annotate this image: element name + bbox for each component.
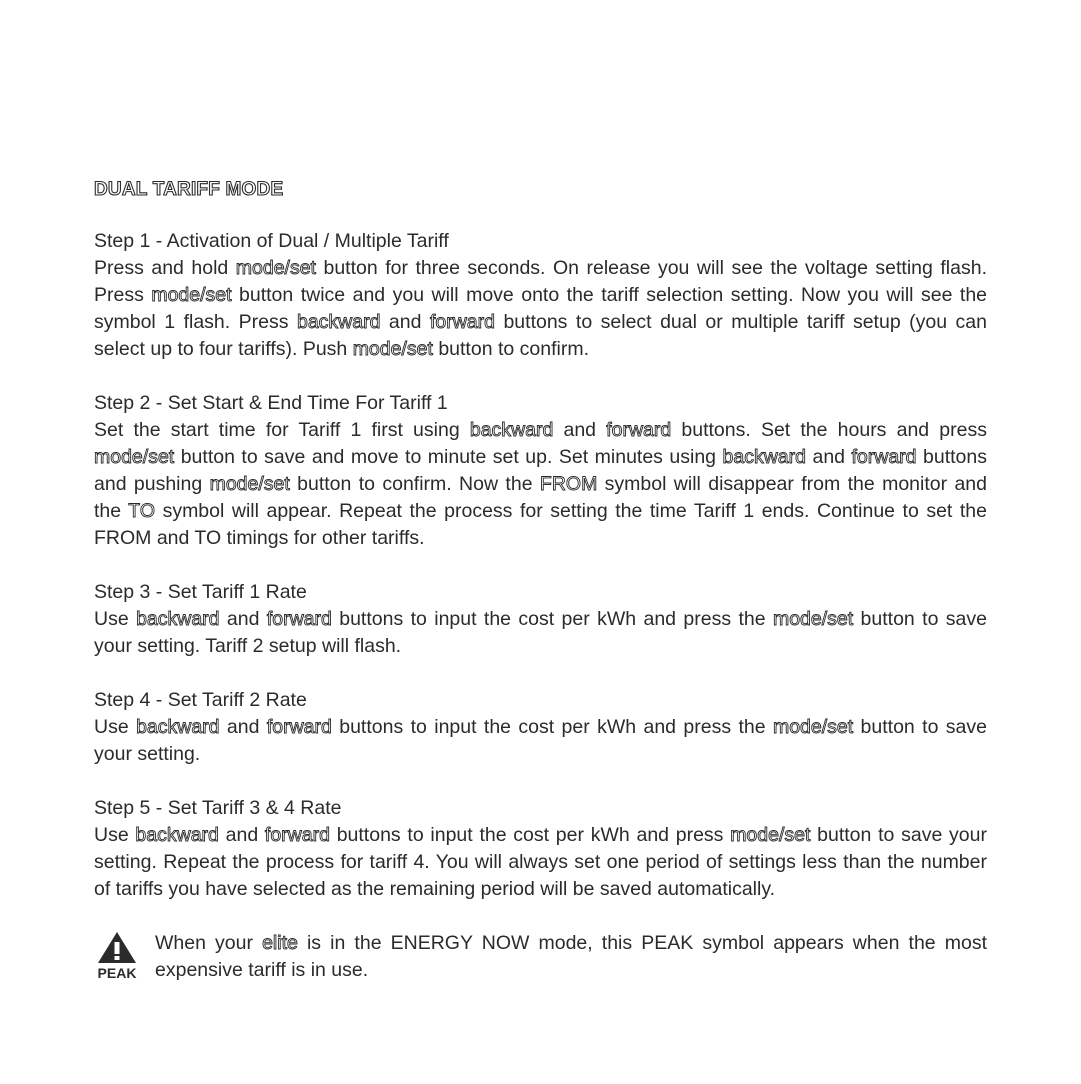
text-segment: button for three seconds. On release you will see the voltage setting flash. Press xyxy=(94,257,987,306)
button-keyword: mode/set xyxy=(209,473,290,495)
step-heading: Step 5 - Set Tariff 3 & 4 Rate xyxy=(94,797,342,819)
text-segment: Use xyxy=(94,716,137,738)
button-keyword: backward xyxy=(135,824,219,846)
text-segment: and xyxy=(219,716,267,738)
button-keyword: mode/set xyxy=(772,608,854,630)
text-segment: button to save your setting. Repeat the process for tariff 4. You will always set one period of settings less than the number of tariffs you have selected as the remaining period will be saved automatically. xyxy=(94,824,987,900)
step-3 xyxy=(94,579,987,660)
peak-icon-label: PEAK xyxy=(97,965,137,980)
text-segment: buttons to input the cost per kWh and press the xyxy=(331,716,773,738)
text-segment: and xyxy=(380,311,430,333)
text-segment: buttons to select dual or multiple tariff setup (you can select up to four tariffs). Push xyxy=(94,311,987,360)
button-keyword: mode/set xyxy=(772,716,854,738)
text-segment: button to save and move to minute set up. Set minutes using xyxy=(174,446,723,468)
text-segment: and xyxy=(218,824,265,846)
step-heading: Step 2 - Set Start & End Time For Tariff 1 xyxy=(94,392,448,414)
button-keyword: backward xyxy=(136,608,220,630)
step-body xyxy=(94,822,987,903)
text-segment: button to save your setting. xyxy=(94,716,987,765)
text-segment: Press and hold xyxy=(94,257,236,279)
step-body xyxy=(94,714,987,768)
button-keyword: backward xyxy=(136,716,220,738)
text-segment: is in the ENERGY NOW mode, this PEAK symbol appears when the most expensive tariff is in use. xyxy=(155,932,987,981)
text-segment: Use xyxy=(94,824,136,846)
text-segment: button to confirm. Now the xyxy=(289,473,540,495)
button-keyword: mode/set xyxy=(235,257,316,279)
text-segment: buttons to input the cost per kWh and press xyxy=(329,824,731,846)
button-keyword: mode/set xyxy=(94,446,175,468)
step-body xyxy=(94,255,987,363)
text-segment: symbol will appear. Repeat the process for setting the time Tariff 1 ends. Continue to set the FROM and TO timings for other tariffs. xyxy=(94,500,987,549)
steps-list xyxy=(94,228,987,903)
text-segment: Use xyxy=(94,608,137,630)
text-segment: symbol will disappear from the monitor and the xyxy=(94,473,987,522)
button-keyword: FROM xyxy=(539,473,598,495)
text-segment: and xyxy=(553,419,607,441)
step-heading: Step 4 - Set Tariff 2 Rate xyxy=(94,689,307,711)
step-4 xyxy=(94,687,987,768)
text-segment: When your xyxy=(155,932,263,954)
button-keyword: forward xyxy=(264,824,330,846)
text-segment: and xyxy=(219,608,267,630)
text-segment: and xyxy=(805,446,852,468)
button-keyword: forward xyxy=(266,608,332,630)
step-body xyxy=(94,606,987,660)
button-keyword: forward xyxy=(851,446,917,468)
manual-page xyxy=(94,178,987,986)
button-keyword: backward xyxy=(469,419,554,441)
step-body xyxy=(94,417,987,552)
button-keyword: forward xyxy=(606,419,672,441)
brand-keyword: elite xyxy=(262,932,298,954)
step-2 xyxy=(94,390,987,552)
text-segment: Set the start time for Tariff 1 first using xyxy=(94,419,470,441)
peak-note xyxy=(94,930,987,986)
peak-warning-icon xyxy=(94,930,140,980)
step-heading: Step 3 - Set Tariff 1 Rate xyxy=(94,581,307,603)
text-segment: button to save your setting. Tariff 2 setup will flash. xyxy=(94,608,987,657)
step-1 xyxy=(94,228,987,363)
text-segment: buttons and pushing xyxy=(94,446,987,495)
text-segment: buttons to input the cost per kWh and press the xyxy=(331,608,773,630)
button-keyword: TO xyxy=(128,500,156,522)
peak-note-text xyxy=(155,930,987,984)
section-title: DUAL TARIFF MODE xyxy=(94,179,284,200)
text-segment: button to confirm. xyxy=(432,338,589,360)
button-keyword: mode/set xyxy=(151,284,232,306)
text-segment: button twice and you will move onto the tariff selection setting. Now you will see the symbol 1 flash. Press xyxy=(94,284,988,333)
step-5 xyxy=(94,795,987,903)
button-keyword: backward xyxy=(722,446,806,468)
text-segment: buttons. Set the hours and press xyxy=(671,419,987,441)
button-keyword: mode/set xyxy=(352,338,433,360)
button-keyword: forward xyxy=(266,716,332,738)
button-keyword: forward xyxy=(429,311,495,333)
button-keyword: mode/set xyxy=(730,824,811,846)
step-heading: Step 1 - Activation of Dual / Multiple Tariff xyxy=(94,230,449,252)
button-keyword: backward xyxy=(296,311,381,333)
